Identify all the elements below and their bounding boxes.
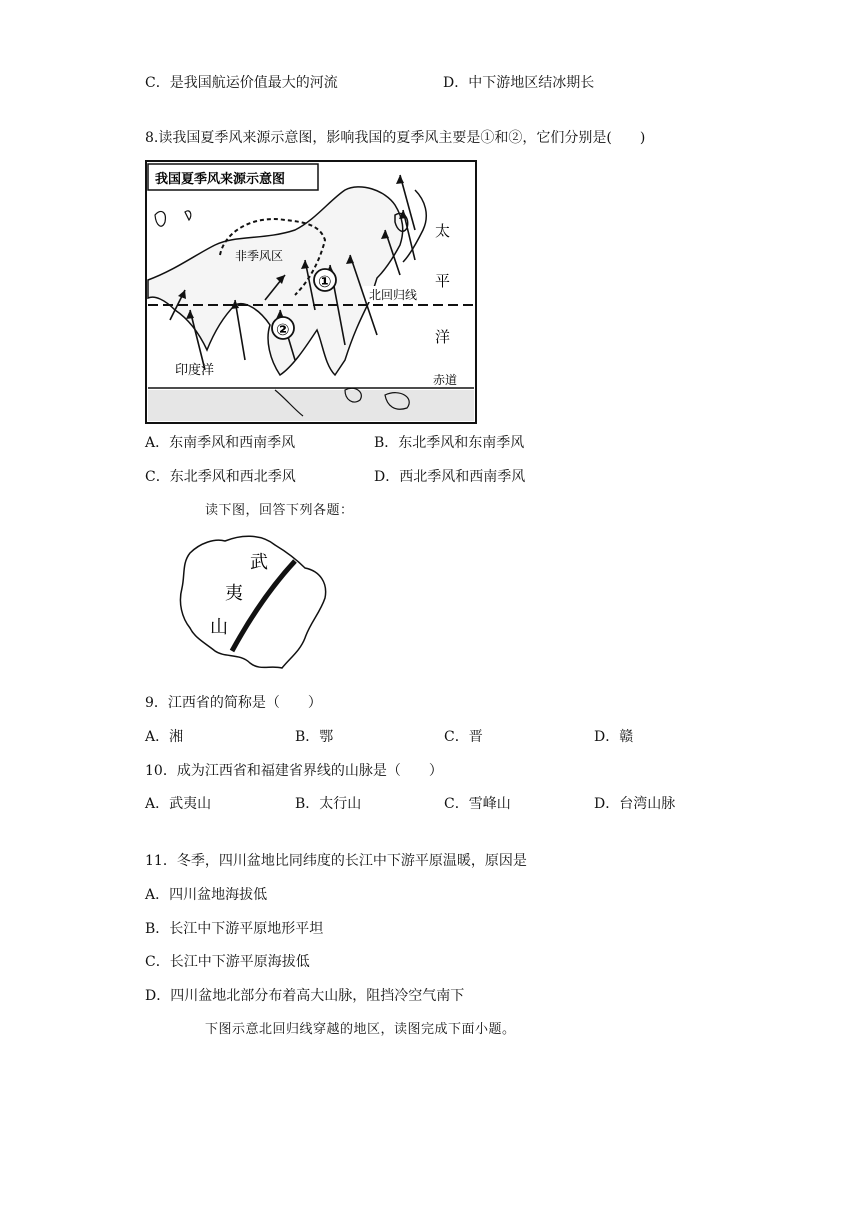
- jiangxi-label-wu: 武: [250, 552, 268, 573]
- q10-option-a: A．武夷山: [145, 796, 212, 812]
- q11-option-b: B．长江中下游平原地形平坦: [145, 921, 324, 937]
- q8-stem: 8.读我国夏季风来源示意图，影响我国的夏季风主要是①和②，它们分别是( ): [145, 130, 646, 146]
- q11-option-a: A．四川盆地海拔低: [145, 887, 268, 903]
- map-label-pacific-1: 太: [435, 222, 451, 240]
- q10-stem: 10．成为江西省和福建省界线的山脉是（ ）: [145, 763, 443, 779]
- q7-option-c: C．是我国航运价值最大的河流: [145, 75, 338, 91]
- jiangxi-map: [170, 533, 340, 675]
- q10-option-d: D．台湾山脉: [594, 796, 676, 812]
- jiangxi-label-shan: 山: [210, 617, 228, 638]
- intro-next: 下图示意北回归线穿越的地区，读图完成下面小题。: [205, 1022, 516, 1037]
- q11-option-d: D．四川盆地北部分布着高大山脉，阻挡冷空气南下: [145, 988, 465, 1004]
- q7-option-d: D．中下游地区结冰期长: [443, 75, 595, 91]
- q9-option-c: C．晋: [444, 729, 483, 745]
- map-label-tropic: 北回归线: [369, 288, 418, 302]
- q8-option-c: C．东北季风和西北季风: [145, 469, 296, 485]
- q11-option-c: C．长江中下游平原海拔低: [145, 954, 310, 970]
- map-marker-1: ①: [318, 272, 332, 291]
- q9-option-a: A．湘: [145, 729, 184, 745]
- monsoon-source-map: [145, 160, 477, 424]
- q8-option-d: D．西北季风和西南季风: [374, 469, 526, 485]
- map-label-pacific-3: 洋: [435, 328, 451, 346]
- q8-option-a: A．东南季风和西南季风: [145, 435, 296, 451]
- map-label-equator: 赤道: [433, 373, 458, 387]
- map-label-nonmonsoon: 非季风区: [235, 249, 284, 263]
- intro-9-10: 读下图，回答下列各题：: [205, 503, 354, 518]
- q10-option-c: C．雪峰山: [444, 796, 511, 812]
- map-label-pacific-2: 平: [435, 272, 451, 290]
- q9-option-b: B．鄂: [295, 729, 334, 745]
- q11-stem: 11．冬季，四川盆地比同纬度的长江中下游平原温暖，原因是: [145, 853, 527, 869]
- map-title: 我国夏季风来源示意图: [155, 172, 286, 187]
- q8-option-b: B．东北季风和东南季风: [374, 435, 525, 451]
- map-marker-2: ②: [276, 320, 290, 339]
- q10-option-b: B．太行山: [295, 796, 362, 812]
- q9-stem: 9．江西省的简称是（ ）: [145, 695, 322, 711]
- jiangxi-label-yi: 夷: [225, 583, 243, 604]
- q9-option-d: D．赣: [594, 729, 634, 745]
- map-label-indian-ocean: 印度洋: [175, 363, 215, 378]
